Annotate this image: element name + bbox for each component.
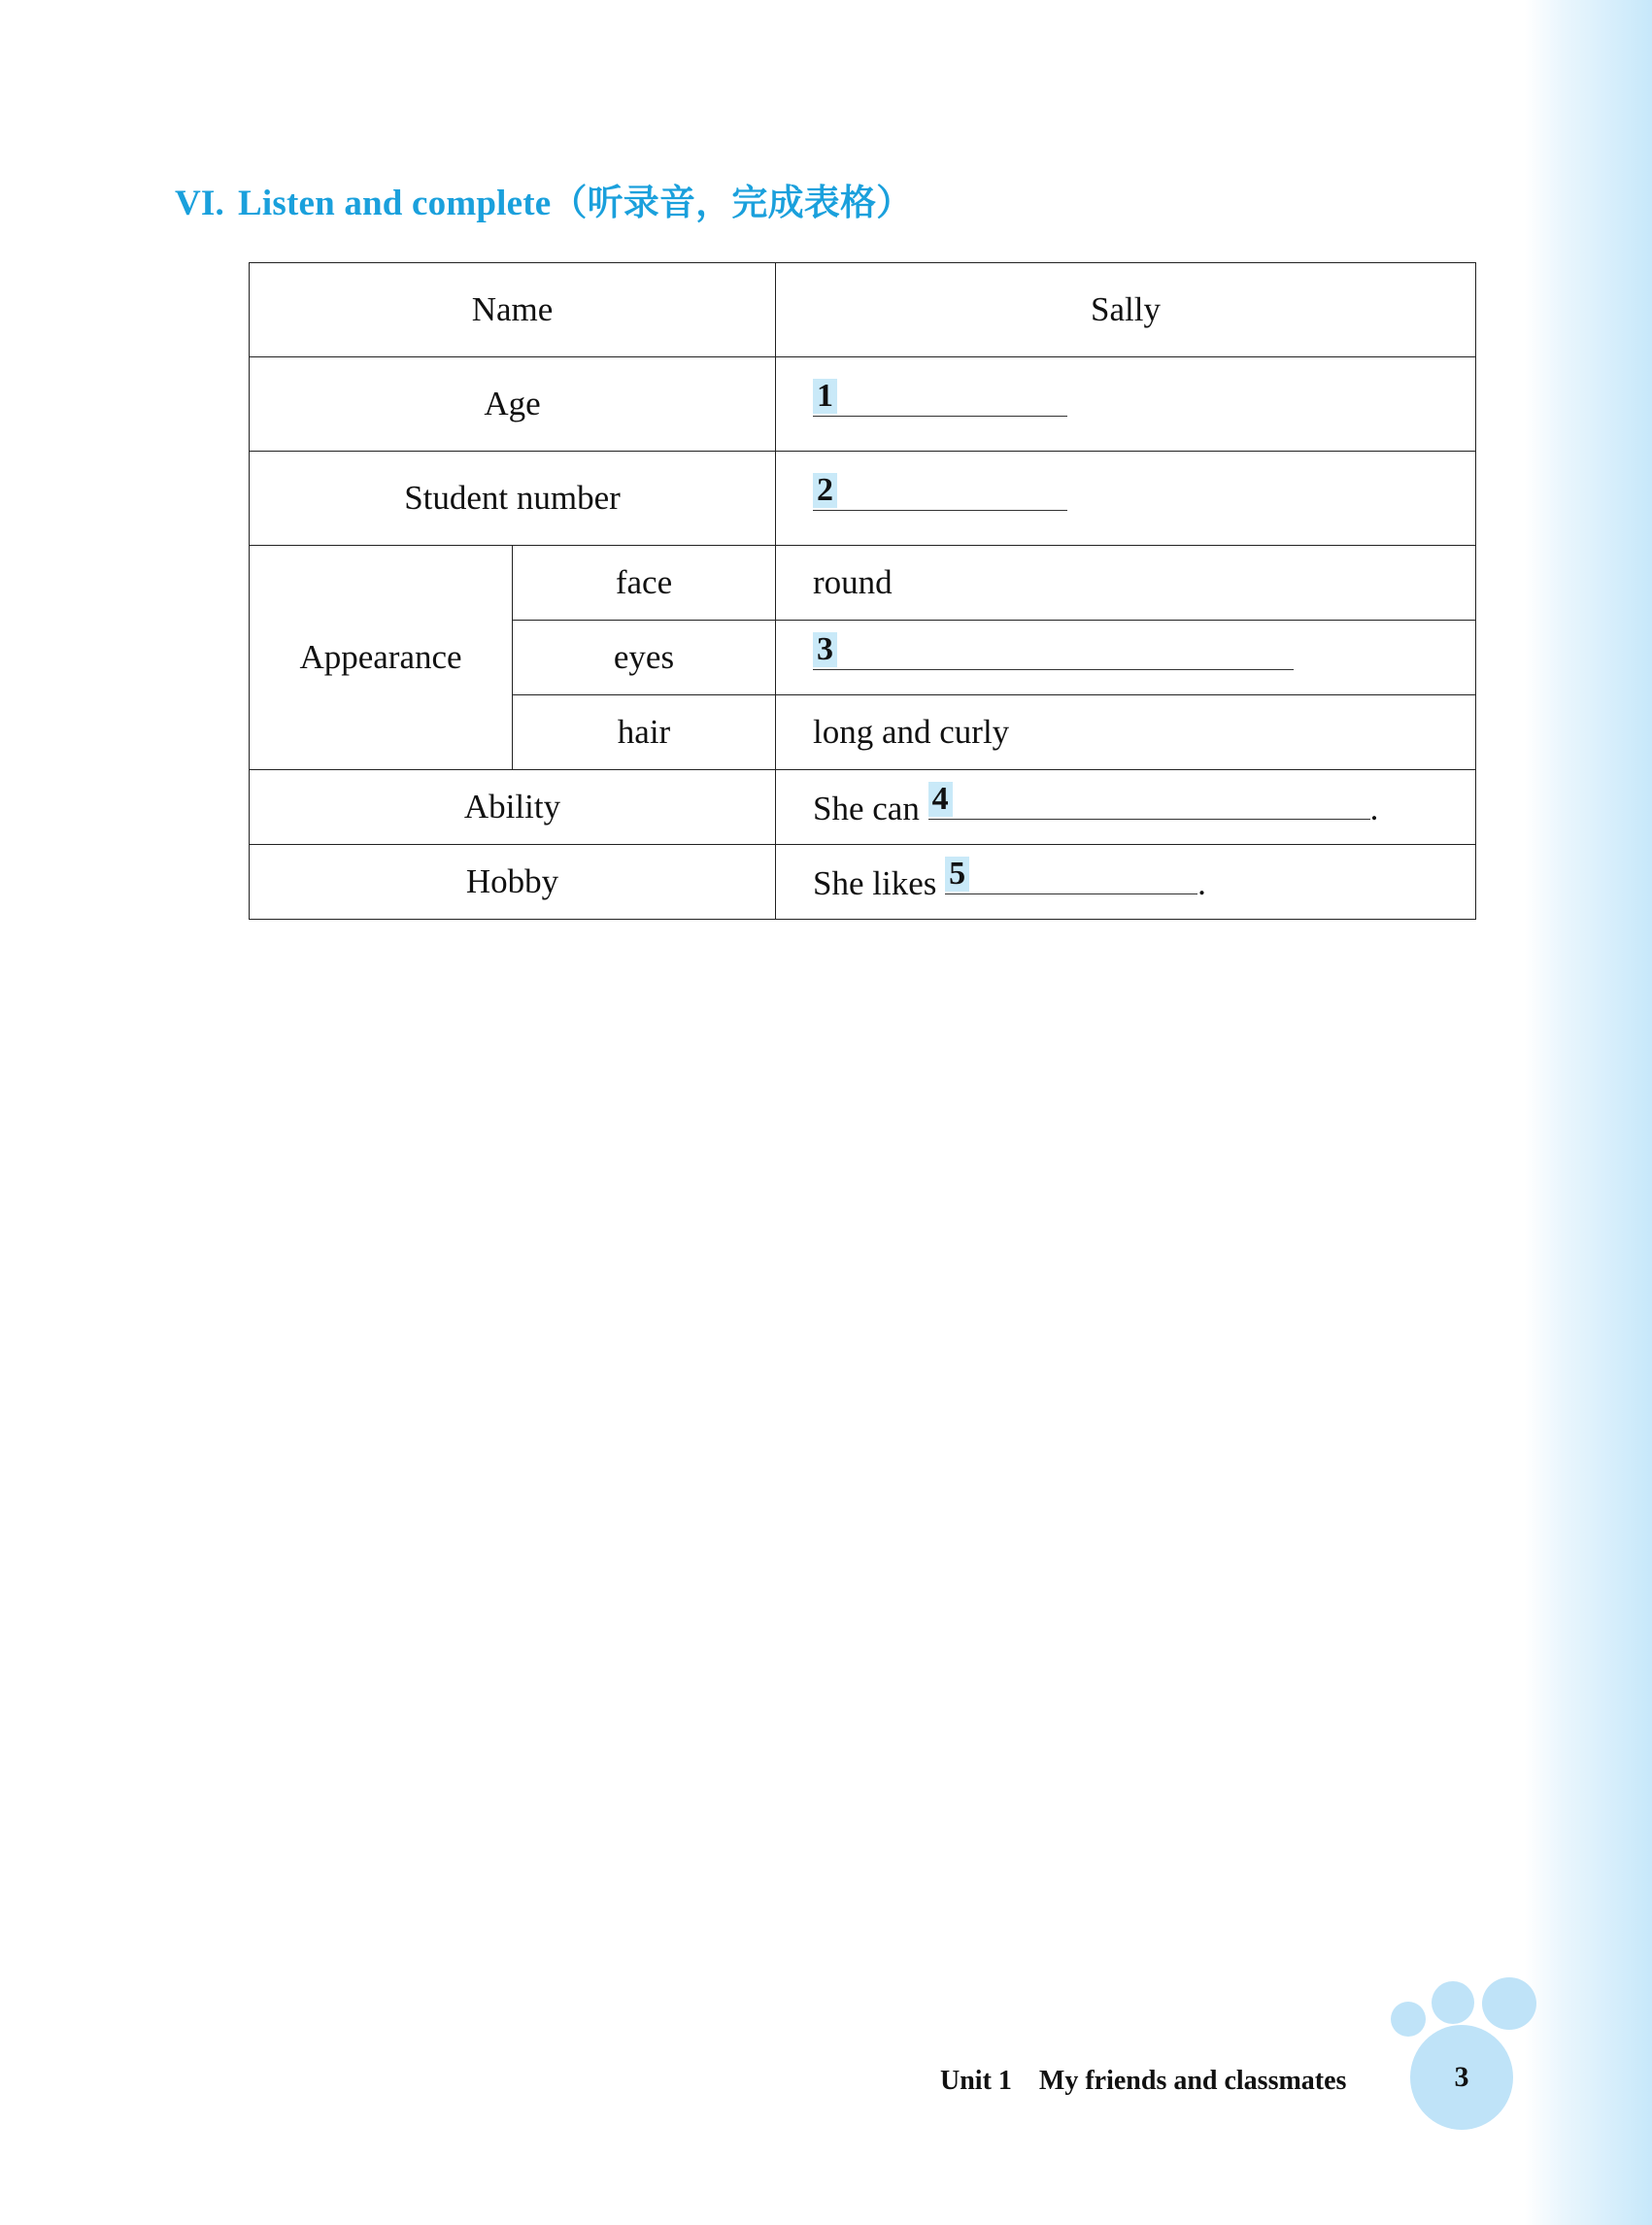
face-value: round: [776, 546, 1476, 621]
blank-number-4: 4: [928, 782, 953, 817]
name-label: Name: [250, 263, 776, 357]
side-decoration-strip: [1525, 0, 1652, 2225]
student-number-label: Student number: [250, 452, 776, 546]
hobby-blank[interactable]: [945, 856, 1197, 894]
blank-number-2: 2: [813, 473, 837, 508]
row-face: [250, 546, 1476, 621]
hobby-label: Hobby: [250, 845, 776, 920]
ability-blank[interactable]: [928, 781, 1370, 820]
hair-label: hair: [513, 695, 776, 770]
age-cell: [776, 357, 1476, 452]
eyes-cell: [776, 621, 1476, 695]
row-hobby: [250, 845, 1476, 920]
row-ability: [250, 770, 1476, 845]
eyes-blank[interactable]: [813, 631, 1294, 670]
name-value: Sally: [776, 263, 1476, 357]
row-age: [250, 357, 1476, 452]
ability-cell: [776, 770, 1476, 845]
ability-label: Ability: [250, 770, 776, 845]
info-table: [249, 262, 1476, 920]
hobby-cell: [776, 845, 1476, 920]
row-name: [250, 263, 1476, 357]
hair-value: long and curly: [776, 695, 1476, 770]
footer-unit: Unit 1: [940, 2066, 1012, 2096]
section-number: VI.: [175, 184, 224, 223]
appearance-label: Appearance: [250, 546, 513, 770]
section-title: [175, 173, 912, 225]
footer-title: My friends and classmates: [1038, 2066, 1347, 2096]
blank-number-3: 3: [813, 632, 837, 667]
blank-number-1: 1: [813, 379, 837, 414]
blank-number-5: 5: [945, 857, 969, 892]
paw-toe-icon: [1432, 1981, 1474, 2024]
student-number-blank[interactable]: [813, 472, 1067, 511]
hobby-period: .: [1197, 864, 1206, 902]
eyes-label: eyes: [513, 621, 776, 695]
student-number-cell: [776, 452, 1476, 546]
hobby-prefix: She likes: [813, 864, 937, 902]
section-heading: Listen and complete（听录音，完成表格）: [237, 184, 913, 223]
age-label: Age: [250, 357, 776, 452]
ability-prefix: She can: [813, 790, 920, 827]
footer-unit-title: [940, 2066, 1346, 2097]
page-number: 3: [1454, 2061, 1469, 2093]
face-label: face: [513, 546, 776, 621]
paw-toe-icon: [1391, 2002, 1426, 2037]
age-blank[interactable]: [813, 378, 1067, 417]
row-student-number: [250, 452, 1476, 546]
ability-period: .: [1369, 790, 1379, 827]
paw-toe-icon: [1482, 1977, 1536, 2030]
